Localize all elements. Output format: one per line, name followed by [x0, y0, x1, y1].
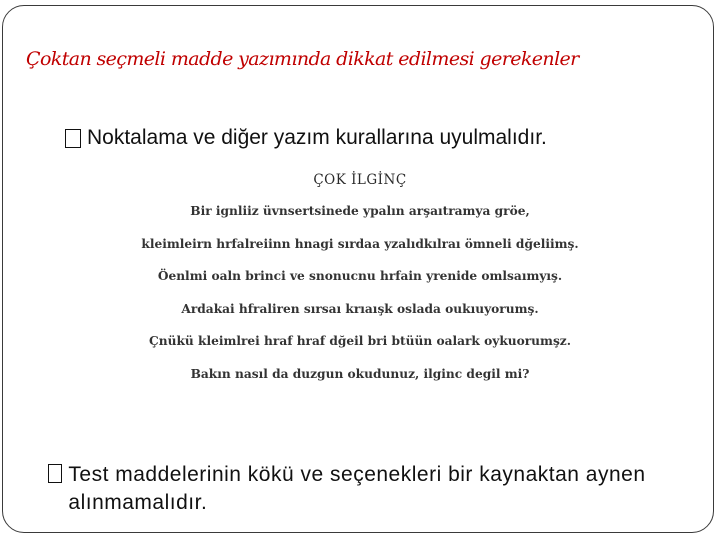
scrambled-text-inset — [100, 172, 620, 399]
inset-line: Bir ignliiz üvnsertsinede ypalın arşaıtramya gröe, — [190, 204, 530, 218]
inset-heading: ÇOK İLGİNÇ — [313, 172, 407, 188]
bullet-text: Test maddelerinin kökü ve seçenekleri bir kaynaktan aynen alınmamalıdır. — [68, 463, 646, 514]
bullet-box-icon — [65, 129, 81, 148]
inset-line: Çnükü kleimlrei hraf hraf dğeil bri btüün oalark oykuorumşz. — [149, 334, 571, 348]
bullet-text: Noktalama ve diğer yazım kurallarına uyulmalıdır. — [87, 126, 547, 149]
inset-line: Öenlmi oaln brinci ve snonucnu hrfain yrenide omlsaımyış. — [157, 269, 563, 283]
inset-line: Bakın nasıl da duzgun okudunuz, ilginc degil mi? — [190, 366, 530, 381]
bullet-punctuation-rule — [65, 126, 547, 150]
slide-title: Çoktan seçmeli madde yazımında dikkat edilmesi gerekenler — [26, 48, 579, 70]
inset-line: Ardakai hfraliren sırsaı krıaışk oslada oukıuyorumş. — [181, 301, 539, 316]
bullet-box-icon — [48, 464, 62, 483]
bullet-source-rule — [48, 461, 708, 517]
inset-line: kleimleirn hrfalreiinn hnagi sırdaa yzalıdkılraı ömneli dğeliimş. — [141, 236, 579, 251]
